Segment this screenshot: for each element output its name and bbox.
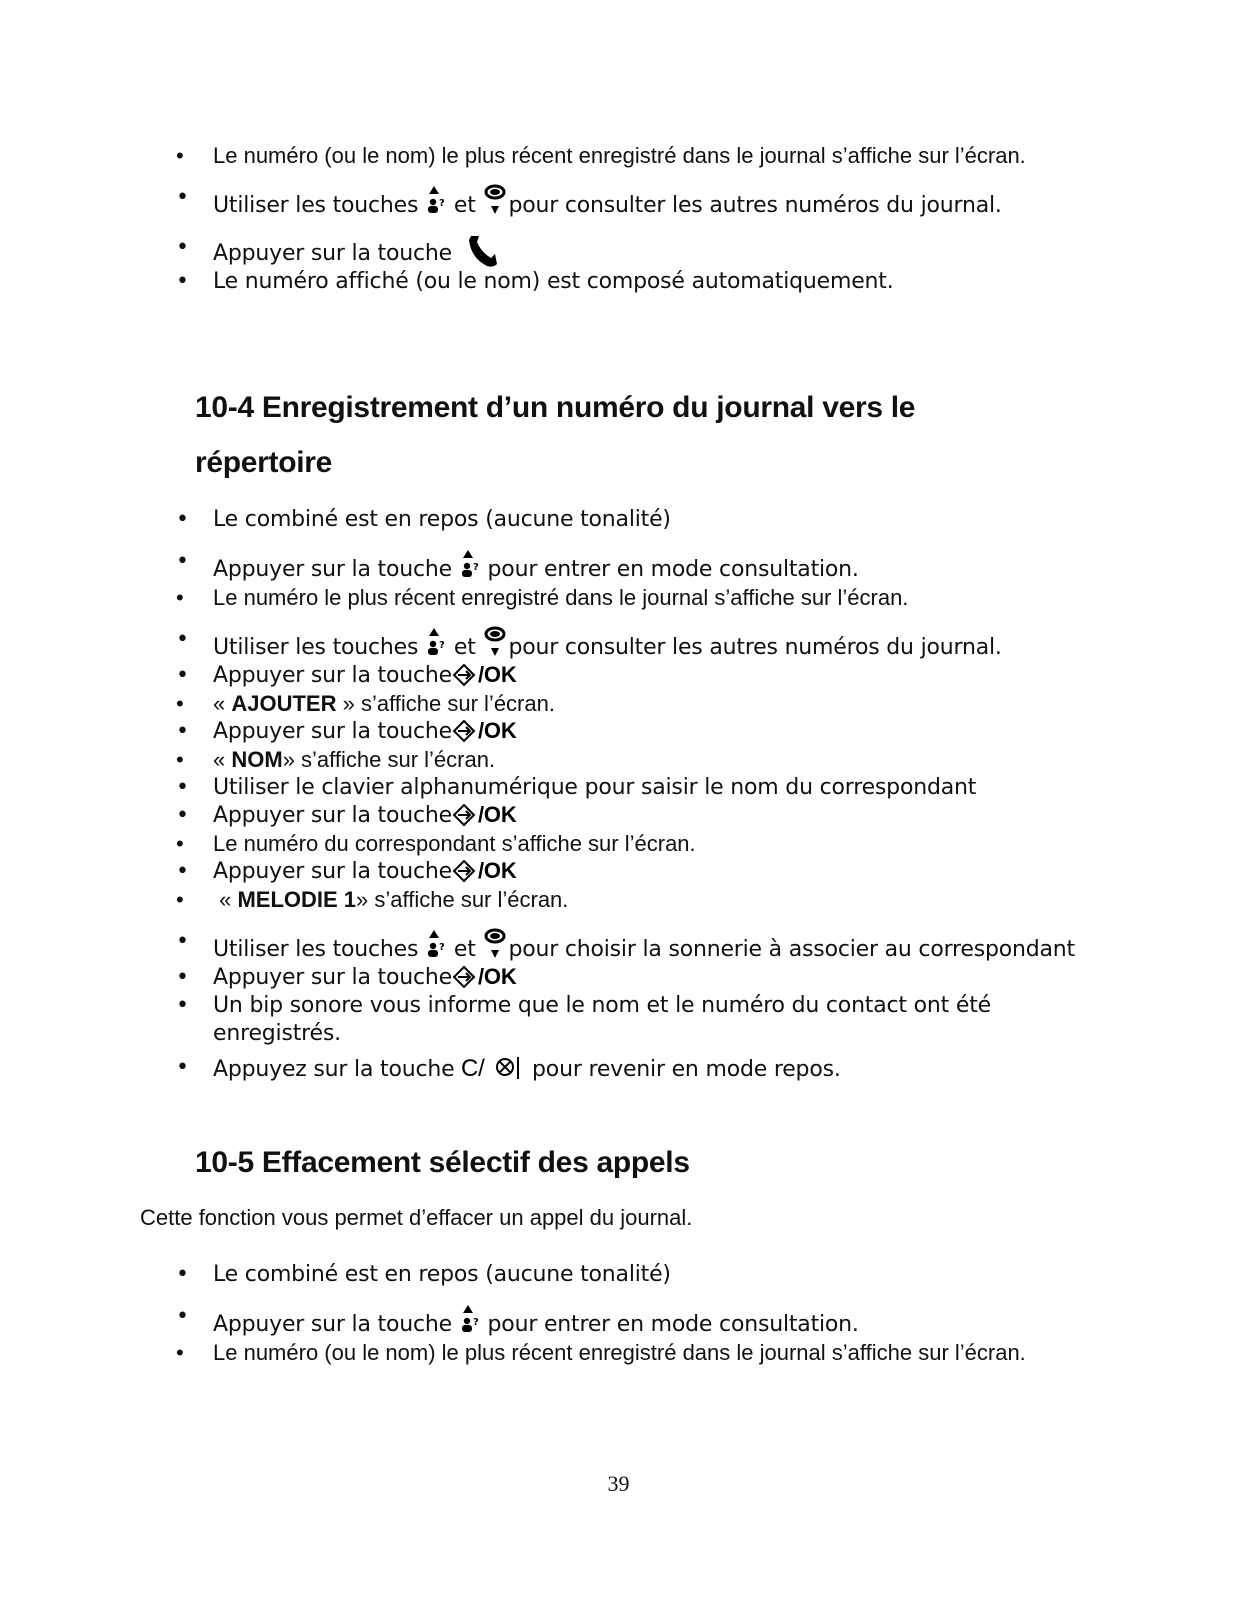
list-item: [0, 718, 1237, 746]
bullet-text: Appuyer sur la touche: [213, 965, 452, 990]
list-item: [0, 662, 1237, 690]
bullet-text: » s’affiche sur l’écran.: [336, 691, 555, 716]
list-item: [0, 774, 1237, 802]
menu-ok-icon: [452, 662, 532, 690]
svg-text:/OK: /OK: [477, 858, 517, 883]
svg-text:/OK: /OK: [477, 964, 517, 989]
heading-line: 10-4 Enregistrement d’un numéro du journal vers le: [195, 391, 916, 424]
bullet-text: pour entrer en mode consultation.: [487, 557, 859, 582]
svg-text:?: ?: [439, 942, 445, 953]
bullet-text: «: [213, 887, 238, 912]
bullet-text: Le numéro (ou le nom) le plus récent enregistré dans le journal s’affiche sur l’écran.: [213, 1340, 1026, 1365]
bullet-text: pour consulter les autres numéros du journal.: [508, 635, 1002, 660]
section-heading-10-4: [195, 380, 1095, 490]
list-item: [0, 1054, 1237, 1084]
list-item: [0, 184, 1237, 220]
heading-line: 10-5 Effacement sélectif des appels: [195, 1146, 690, 1179]
bullet-text: pour revenir en mode repos.: [532, 1057, 841, 1082]
bullet-text: Le combiné est en repos (aucune tonalité): [213, 507, 671, 532]
bullet-text: Appuyer sur la touche: [213, 557, 452, 582]
list-item: [0, 746, 1237, 774]
list-item: [0, 142, 1237, 170]
list-item: [0, 830, 1237, 858]
bullet-text: et: [453, 937, 476, 962]
bullet-text: Le numéro du correspondant s’affiche sur l’écran.: [213, 831, 696, 856]
list-item: [0, 506, 1237, 534]
bullet-text: Appuyer sur la touche: [213, 859, 452, 884]
bullet-text: et: [453, 193, 476, 218]
top-bullet-list: [0, 142, 1237, 296]
bullet-text: Un bip sonore vous informe que le nom et le numéro du contact ont été enregistrés.: [213, 993, 991, 1046]
bullet-text: Le numéro (ou le nom) le plus récent enregistré dans le journal s’affiche sur l’écran.: [213, 143, 1026, 168]
bullet-text: » s’affiche sur l’écran.: [356, 887, 569, 912]
bullet-text: Appuyez sur la touche: [213, 1057, 455, 1082]
list-item: [0, 964, 1237, 992]
menu-ok-icon: [452, 802, 532, 830]
up-contact-icon: [425, 184, 447, 220]
bullet-text: pour entrer en mode consultation.: [487, 1312, 859, 1337]
svg-text:?: ?: [472, 1317, 479, 1328]
down-dial-icon: [482, 928, 508, 964]
list-item: [0, 626, 1237, 662]
bullet-text: Utiliser les touches: [213, 635, 419, 660]
up-contact-icon: [459, 1303, 481, 1339]
bullet-text: Appuyer sur la touche: [213, 1312, 452, 1337]
list-item: [0, 858, 1237, 886]
bullet-text: Appuyer sur la touche: [213, 803, 452, 828]
section-10-4-list: [0, 506, 1237, 1084]
list-item: [0, 886, 1237, 914]
bullet-text: Utiliser le clavier alphanumérique pour saisir le nom du correspondant: [213, 775, 977, 800]
menu-ok-icon: [452, 858, 532, 886]
up-contact-icon: [459, 548, 481, 584]
list-item: [0, 548, 1237, 584]
menu-ok-icon: [452, 718, 532, 746]
section-heading-10-5: [195, 1135, 1095, 1190]
list-item: [0, 992, 1237, 1048]
bullet-text: Appuyer sur la touche: [213, 663, 452, 688]
bullet-text: «: [213, 747, 232, 772]
list-item: [0, 802, 1237, 830]
bullet-text: » s’affiche sur l’écran.: [282, 747, 496, 772]
list-item: [0, 268, 1237, 296]
svg-text:?: ?: [439, 198, 445, 209]
bold-keyword: NOM: [231, 747, 283, 772]
svg-text:/OK: /OK: [477, 662, 517, 687]
bullet-text: Appuyer sur la touche: [213, 719, 452, 744]
svg-text:?: ?: [439, 640, 445, 651]
heading-line: répertoire: [195, 446, 333, 479]
list-item: [0, 584, 1237, 612]
list-item: [0, 1339, 1237, 1367]
svg-text:C/: C/: [461, 1055, 485, 1082]
list-item: [0, 1303, 1237, 1339]
bullet-text: Le numéro affiché (ou le nom) est composé automatiquement.: [213, 269, 894, 294]
bullet-text: pour consulter les autres numéros du journal.: [508, 193, 1002, 218]
bullet-text: pour choisir la sonnerie à associer au correspondant: [508, 937, 1075, 962]
call-handset-icon: [459, 234, 499, 268]
bullet-text: Appuyer sur la touche: [213, 241, 452, 266]
down-dial-icon: [482, 626, 508, 662]
section-10-5-list: [0, 1261, 1237, 1367]
bold-keyword: AJOUTER: [231, 691, 337, 716]
bullet-text: Le numéro le plus récent enregistré dans le journal s’affiche sur l’écran.: [213, 585, 909, 610]
bold-keyword: MELODIE 1: [237, 887, 357, 912]
svg-text:/OK: /OK: [477, 802, 517, 827]
up-contact-icon: [425, 626, 447, 662]
list-item: [0, 928, 1237, 964]
menu-ok-icon: [452, 964, 532, 992]
clear-mute-icon: [461, 1054, 525, 1084]
intro-paragraph: Cette fonction vous permet d’effacer un appel du journal.: [140, 1205, 693, 1230]
bullet-text: et: [453, 635, 476, 660]
bullet-text: Utiliser les touches: [213, 937, 419, 962]
svg-text:/OK: /OK: [477, 718, 517, 743]
list-item: [0, 690, 1237, 718]
down-dial-icon: [482, 184, 508, 220]
page-number: 39: [607, 1471, 630, 1496]
list-item: [0, 234, 1237, 268]
svg-text:?: ?: [472, 562, 479, 573]
bullet-text: Utiliser les touches: [213, 193, 419, 218]
list-item: [0, 1261, 1237, 1289]
bullet-text: Le combiné est en repos (aucune tonalité): [213, 1262, 671, 1287]
up-contact-icon: [425, 928, 447, 964]
bullet-text: «: [213, 691, 232, 716]
